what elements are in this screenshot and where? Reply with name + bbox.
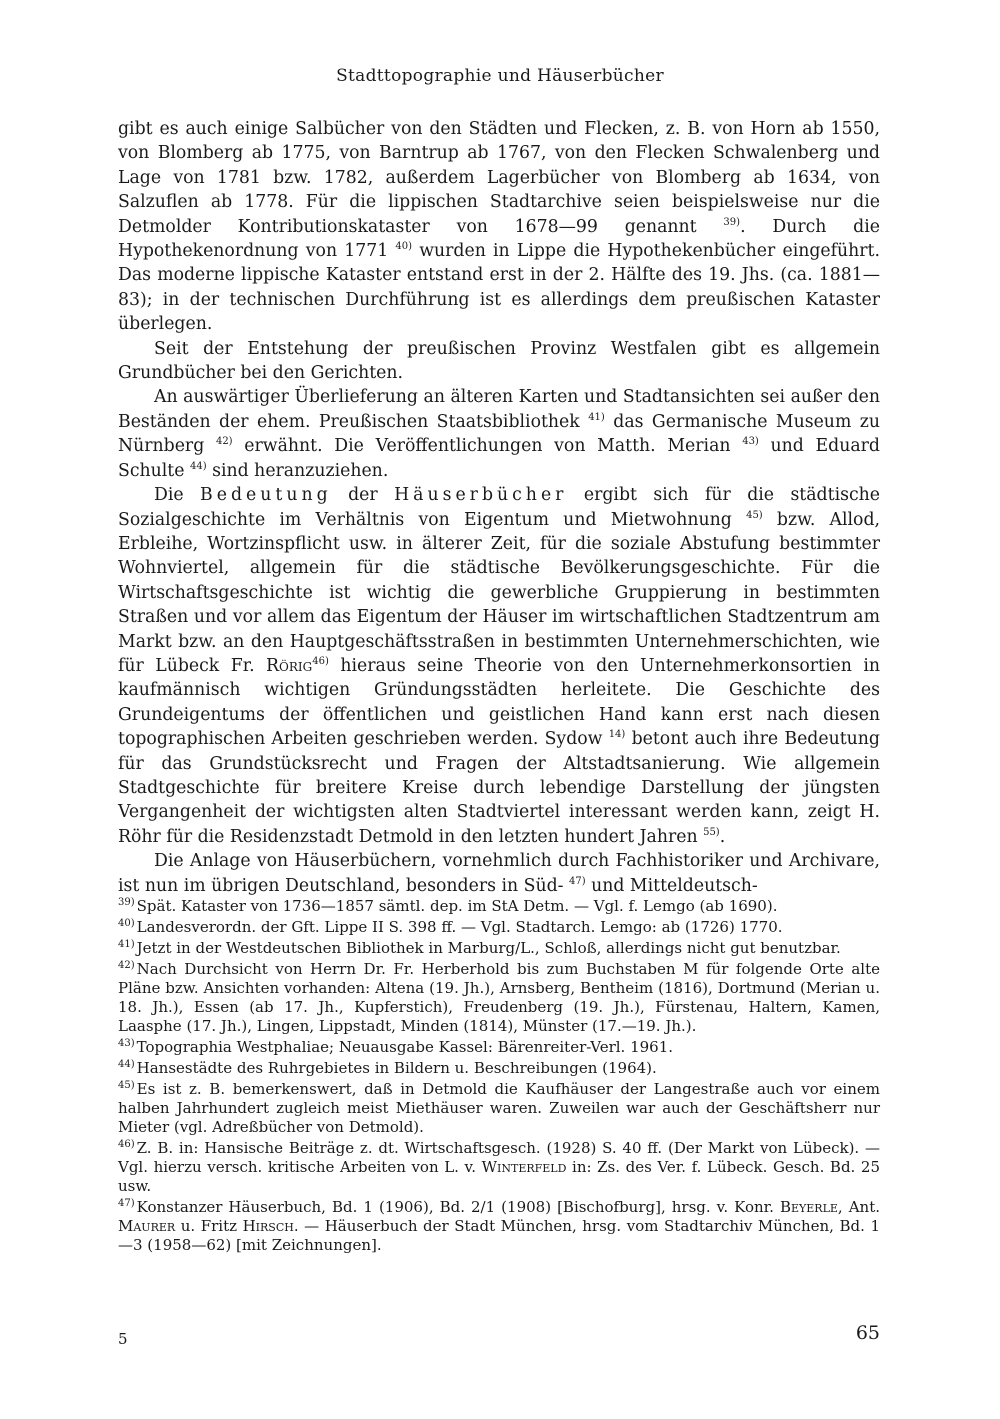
paragraph-text: der [331, 485, 395, 506]
footnote-number: 43) [118, 1038, 135, 1049]
paragraph-1 [118, 117, 880, 337]
spaced-term-haeuserbuecher: Häuserbücher [394, 485, 568, 506]
footnote-text: Topographia Westphaliae; Neuausgabe Kassel: Bärenreiter-Verl. 1961. [136, 1038, 674, 1056]
footnote-41 [118, 939, 880, 958]
footnotes-section [118, 897, 880, 1257]
footnote-ref-46: 46) [312, 656, 329, 668]
paragraph-text: sind heranzuziehen. [206, 460, 389, 481]
running-header: Stadttopographie und Häuserbücher [336, 66, 664, 86]
footnote-ref-42: 42) [215, 436, 233, 448]
footnote-text: u. Fritz [175, 1217, 243, 1235]
footnote-ref-41: 41) [588, 412, 605, 424]
footnote-text: Z. B. in: Hansische Beiträge z. dt. Wirtschaftsgesch. (1928) S. 40 ff. (Der Markt von Lübeck). — Vgl. hierzu versch. kritische Arbeiten von L. v. [118, 1139, 880, 1176]
footnote-number: 39) [118, 897, 135, 908]
footnote-ref-45: 45) [746, 509, 763, 521]
author-name-winterfeld: Winterfeld [481, 1158, 567, 1176]
footnote-47 [118, 1198, 880, 1255]
paragraph-text: ergibt sich für die städtische Sozialgeschichte im Verhältnis von Eigentum und Mietwohnung [118, 485, 880, 530]
paragraph-text: das Germanische Museum zu Nürnberg [118, 411, 880, 457]
footnote-45 [118, 1080, 880, 1137]
footnote-text: Konstanzer Häuserbuch, Bd. 1 (1906), Bd. 2/1 (1908) [Bischofburg], hrsg. v. Konr. [136, 1198, 780, 1216]
paragraph-text: . [719, 826, 726, 847]
paragraph-text: betont auch ihre Bedeutung für das Grundstücksrecht und Fragen der Altstadtsanierung. Wie allgemein Stadtgeschichte für breitere Kreise durch lebendige Darstellung der jüngsten Vergangenheit der wichtigsten alten Stadtviertel interessant werden kann, zeigt H. Röhr für die Residenzstadt Detmold in den letzten hundert Jahren [118, 729, 880, 847]
paragraph-text: Die Anlage von Häuserbüchern, vornehmlich durch Fachhistoriker und Archivare, ist nun im übrigen Deutschland, besonders in Süd- [118, 851, 880, 896]
paragraph-text: wurden in Lippe die Hypothekenbücher eingeführt. Das moderne lippische Kataster entstand erst in der 2. Hälfte des 19. Jhs. (ca. 1881—83); in der technischen Durchführung ist es allerdings dem preußischen Kataster überlegen. [118, 241, 880, 335]
footnote-43 [118, 1038, 880, 1057]
footnote-number: 47) [118, 1198, 135, 1209]
paragraph-2: Seit der Entstehung der preußischen Provinz Westfalen gibt es allgemein Grundbücher bei den Gerichten. [118, 338, 880, 384]
signature-mark: 5 [118, 1330, 128, 1348]
page-number: 65 [855, 1322, 880, 1344]
footnote-text: in: Zs. des Ver. f. Lübeck. Gesch. Bd. 25 usw. [118, 1158, 881, 1195]
footnote-ref-40: 40) [395, 241, 413, 253]
footnote-46 [118, 1139, 880, 1196]
author-name-hirsch: Hirsch [242, 1217, 294, 1235]
paragraph-text: Die [154, 485, 201, 506]
footnote-text: Hansestädte des Ruhrgebietes in Bildern u. Beschreibungen (1964). [136, 1059, 657, 1077]
paragraph-text: bzw. Allod, Erbleihe, Wortzinspflicht usw. in älterer Zeit, für die soziale Abstufung bestimmter Wohnviertel, allgemein für die städtische Bevölkerungsgeschichte. Für die Wirtschaftsgeschichte ist wichtig die gewerbliche Gruppierung in bestimmten Straßen und vor allem das Eigentum der Häuser im wirtschaftlichen Stadtzentrum am Markt bzw. an den Hauptgeschäftsstraßen in bestimmten Unternehmerschichten, wie für Lübeck Fr. [118, 509, 880, 676]
main-text [118, 117, 880, 898]
footnote-ref-43: 43) [742, 436, 759, 448]
paragraph-text: erwähnt. Die Veröffentlichungen von Matth. Merian [232, 436, 743, 457]
footnote-text: Nach Durchsicht von Herrn Dr. Fr. Herberhold bis zum Buchstaben M für folgende Orte alte Pläne bzw. Ansichten vorhanden: Altena (19. Jh.), Arnsberg, Bentheim (1816), Dortmund (Merian u. 18. Jh.), Essen (ab 17. Jh., Kupferstich), Freudenberg (19. Jh.), Fürstenau, Haltern, Kamen, Laasphe (17. Jh.), Lingen, Lippstadt, Minden (1814), Münster (17.—19. Jh.). [118, 960, 880, 1035]
paragraph-text: hieraus seine Theorie von den Unternehmerkonsortien in kaufmännisch wichtigen Gründungsstädten herleitete. Die Geschichte des Grundeigentums der öffentlichen und geistlichen Hand kann erst nach diesen topographischen Arbeiten geschrieben werden. Sydow [118, 655, 880, 750]
author-name-roerig: Rörig [266, 655, 313, 676]
spaced-term-bedeutung: Bedeutung [200, 485, 332, 506]
footnote-42 [118, 960, 880, 1036]
footnote-text: Landesverordn. der Gft. Lippe II S. 398 ff. — Vgl. Stadtarch. Lemgo: ab (1726) 1770. [136, 918, 783, 936]
footnote-40 [118, 918, 880, 937]
author-name-beyerle: Beyerle [779, 1198, 838, 1216]
paragraph-4 [118, 483, 880, 849]
footnote-ref-47: 47) [568, 875, 586, 887]
author-name-maurer: Maurer [118, 1217, 176, 1235]
footnote-ref-14: 14) [608, 729, 626, 741]
paragraph-3 [118, 385, 880, 483]
footnote-44 [118, 1059, 880, 1078]
footnote-number: 44) [118, 1059, 135, 1070]
footnote-number: 41) [118, 939, 135, 950]
footnote-text: Jetzt in der Westdeutschen Bibliothek in Marburg/L., Schloß, allerdings nicht gut benutzbar. [136, 939, 841, 957]
paragraph-text: An auswärtiger Überlieferung an älteren Karten und Stadtansichten sei außer den Beständen der ehem. Preußischen Staatsbibliothek [118, 387, 880, 432]
footnote-39 [118, 897, 880, 916]
footnote-ref-39: 39) [723, 216, 741, 228]
paragraph-text: . Durch die Hypothekenordnung von 1771 [118, 216, 881, 262]
footnote-ref-44: 44) [189, 460, 207, 472]
footnote-number: 40) [118, 918, 135, 929]
footnote-number: 45) [118, 1080, 135, 1091]
footnote-text: . — Häuserbuch der Stadt München, hrsg. vom Stadtarchiv München, Bd. 1—3 (1958—62) [mit Zeichnungen]. [118, 1217, 880, 1254]
footnote-ref-55: 55) [703, 827, 720, 839]
footnote-number: 42) [118, 960, 135, 971]
paragraph-text: gibt es auch einige Salbücher von den Städten und Flecken, z. B. von Horn ab 1550, von Blomberg ab 1775, von Barntrup ab 1767, von den Flecken Schwalenberg und Lage von 1781 bzw. 1782, außerdem Lagerbücher von Blomberg ab 1634, von Salzuflen ab 1778. Für die lippischen Stadtarchive seien beispielsweise nur die Detmolder Kontributionskataster von 1678—99 genannt [118, 119, 880, 237]
paragraph-text: und Mitteldeutsch- [585, 875, 758, 896]
footnote-text: Spät. Kataster von 1736—1857 sämtl. dep. im StA Detm. — Vgl. f. Lemgo (ab 1690). [136, 897, 778, 915]
paragraph-text: und Eduard Schulte [118, 436, 880, 481]
paragraph-5 [118, 849, 880, 898]
footnote-number: 46) [118, 1139, 135, 1150]
footnote-text: Es ist z. B. bemerkenswert, daß in Detmold die Kaufhäuser der Langestraße auch vor einem halben Jahrhundert zugleich meist Miethäuser waren. Zuweilen war auch der Geschäftsherr nur Mieter (vgl. Adreßbücher von Detmold). [118, 1080, 880, 1136]
footnote-text: , Ant. [837, 1198, 880, 1216]
